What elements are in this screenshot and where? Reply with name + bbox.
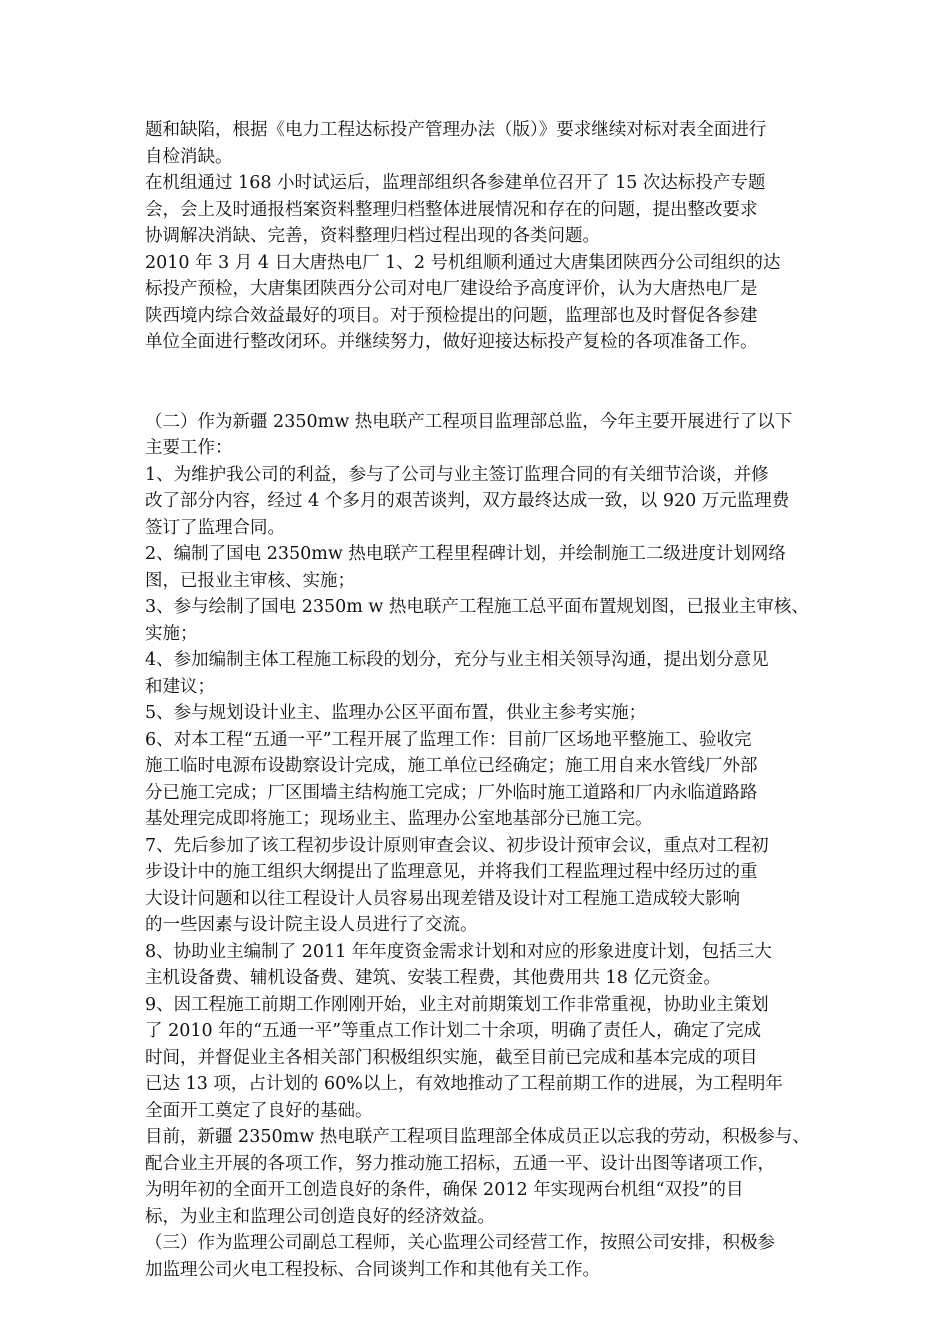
text-line: 大设计问题和以往工程设计人员容易出现差错及设计对工程施工造成较大影响 — [145, 888, 740, 909]
text-line: 全面开工奠定了良好的基础。 — [145, 1100, 373, 1121]
paragraph-gap — [145, 356, 825, 409]
text-line: 主要工作： — [145, 438, 233, 458]
text-line: 已达 13 项，占计划的 60%以上，有效地推动了工程前期工作的进展，为工程明年 — [145, 1074, 783, 1094]
text-line: 为明年初的全面开工创造良好的条件，确保 2012 年实现两台机组“双投”的目 — [145, 1180, 744, 1200]
document-body — [145, 117, 825, 1310]
text-line: 的一些因素与设计院主设人员进行了交流。 — [145, 915, 478, 935]
text-line: 分已施工完成；厂区围墙主结构施工完成；厂外临时施工道路和厂内永临道路路 — [145, 782, 758, 803]
text-line: 加监理公司火电工程投标、合同谈判工作和其他有关工作。 — [145, 1259, 600, 1280]
text-line: 改了部分内容，经过 4 个多月的艰苦谈判，双方最终达成一致，以 920 万元监理费 — [145, 491, 790, 511]
text-line: 5、参与规划设计业主、监理办公区平面布置，供业主参考实施； — [145, 703, 647, 723]
text-line: 了 2010 年的“五通一平”等重点工作计划二十余项，明确了责任人，确定了完成 — [145, 1021, 762, 1041]
text-line: 题和缺陷，根据《电力工程达标投产管理办法（版）》要求继续对标对表全面进行 — [145, 120, 767, 140]
text-line: 图，已报业主审核、实施； — [145, 570, 355, 591]
text-line: 主机设备费、辅机设备费、建筑、安装工程费，其他费用共 18 亿元资金。 — [145, 968, 721, 988]
text-line: 自检消缺。 — [145, 146, 233, 167]
text-line: 基处理完成即将施工；现场业主、监理办公室地基部分已施工完。 — [145, 809, 653, 829]
text-line: 签订了监理合同。 — [145, 517, 285, 538]
text-line: 实施； — [145, 623, 198, 644]
text-line: 7、先后参加了该工程初步设计原则审查会议、初步设计预审会议，重点对工程初 — [145, 835, 769, 856]
text-line: 8、协助业主编制了 2011 年年度资金需求计划和对应的形象进度计划，包括三大 — [145, 941, 772, 962]
text-line: 和建议； — [145, 676, 215, 697]
text-line: 陕西境内综合效益最好的项目。对于预检提出的问题，监理部也及时督促各参建 — [145, 305, 758, 326]
text-line: 9、因工程施工前期工作刚刚开始，业主对前期策划工作非常重视，协助业主策划 — [145, 994, 769, 1015]
text-line: 目前，新疆 2350mw 热电联产工程项目监理部全体成员正以忘我的劳动，积极参与、 — [145, 1127, 810, 1147]
text-line — [145, 1283, 825, 1310]
text-line: 标，为业主和监理公司创造良好的经济效益。 — [145, 1206, 495, 1227]
text-line: 6、对本工程“五通一平”工程开展了监理工作：目前厂区场地平整施工、验收完 — [145, 729, 752, 750]
text-line: 施工临时电源布设勘察设计完成，施工单位已经确定；施工用自来水管线厂外部 — [145, 756, 758, 776]
text-line: （三）作为监理公司副总工程师，关心监理公司经营工作，按照公司安排，积极参 — [145, 1233, 775, 1253]
text-line: 2、编制了国电 2350mw 热电联产工程里程碑计划，并绘制施工二级进度计划网络 — [145, 544, 786, 564]
text-line: 时间，并督促业主各相关部门积极组织实施，截至目前已完成和基本完成的项目 — [145, 1047, 758, 1068]
text-line: （二）作为新疆 2350mw 热电联产工程项目监理部总监，今年主要开展进行了以下 — [145, 411, 793, 432]
text-line: 步设计中的施工组织大纲提出了监理意见，并将我们工程监理过程中经历过的重 — [145, 862, 758, 882]
text-line: 3、参与绘制了国电 2350m w 热电联产工程施工总平面布置规划图，已报业主审核、 — [145, 597, 809, 617]
text-line: 1、为维护我公司的利益，参与了公司与业主签订监理合同的有关细节洽谈，并修 — [145, 464, 769, 485]
text-line: 单位全面进行整改闭环。并继续努力，做好迎接达标投产复检的各项准备工作。 — [145, 332, 758, 352]
text-line: 标投产预检，大唐集团陕西分公司对电厂建设给予高度评价，认为大唐热电厂是 — [145, 279, 758, 299]
text-line: 在机组通过 168 小时试运后，监理部组织各参建单位召开了 15 次达标投产专题 — [145, 173, 766, 193]
text-line: 配合业主开展的各项工作，努力推动施工招标，五通一平、设计出图等诸项工作， — [145, 1153, 775, 1174]
text-line: 4、参加编制主体工程施工标段的划分，充分与业主相关领导沟通，提出划分意见 — [145, 650, 769, 670]
text-line: 2010 年 3 月 4 日大唐热电厂 1、2 号机组顺利通过大唐集团陕西分公司组织的达 — [145, 252, 781, 273]
text-line: 会，会上及时通报档案资料整理归档整体进展情况和存在的问题，提出整改要求 — [145, 199, 758, 220]
text-line: 协调解决消缺、完善，资料整理归档过程出现的各类问题。 — [145, 226, 600, 246]
